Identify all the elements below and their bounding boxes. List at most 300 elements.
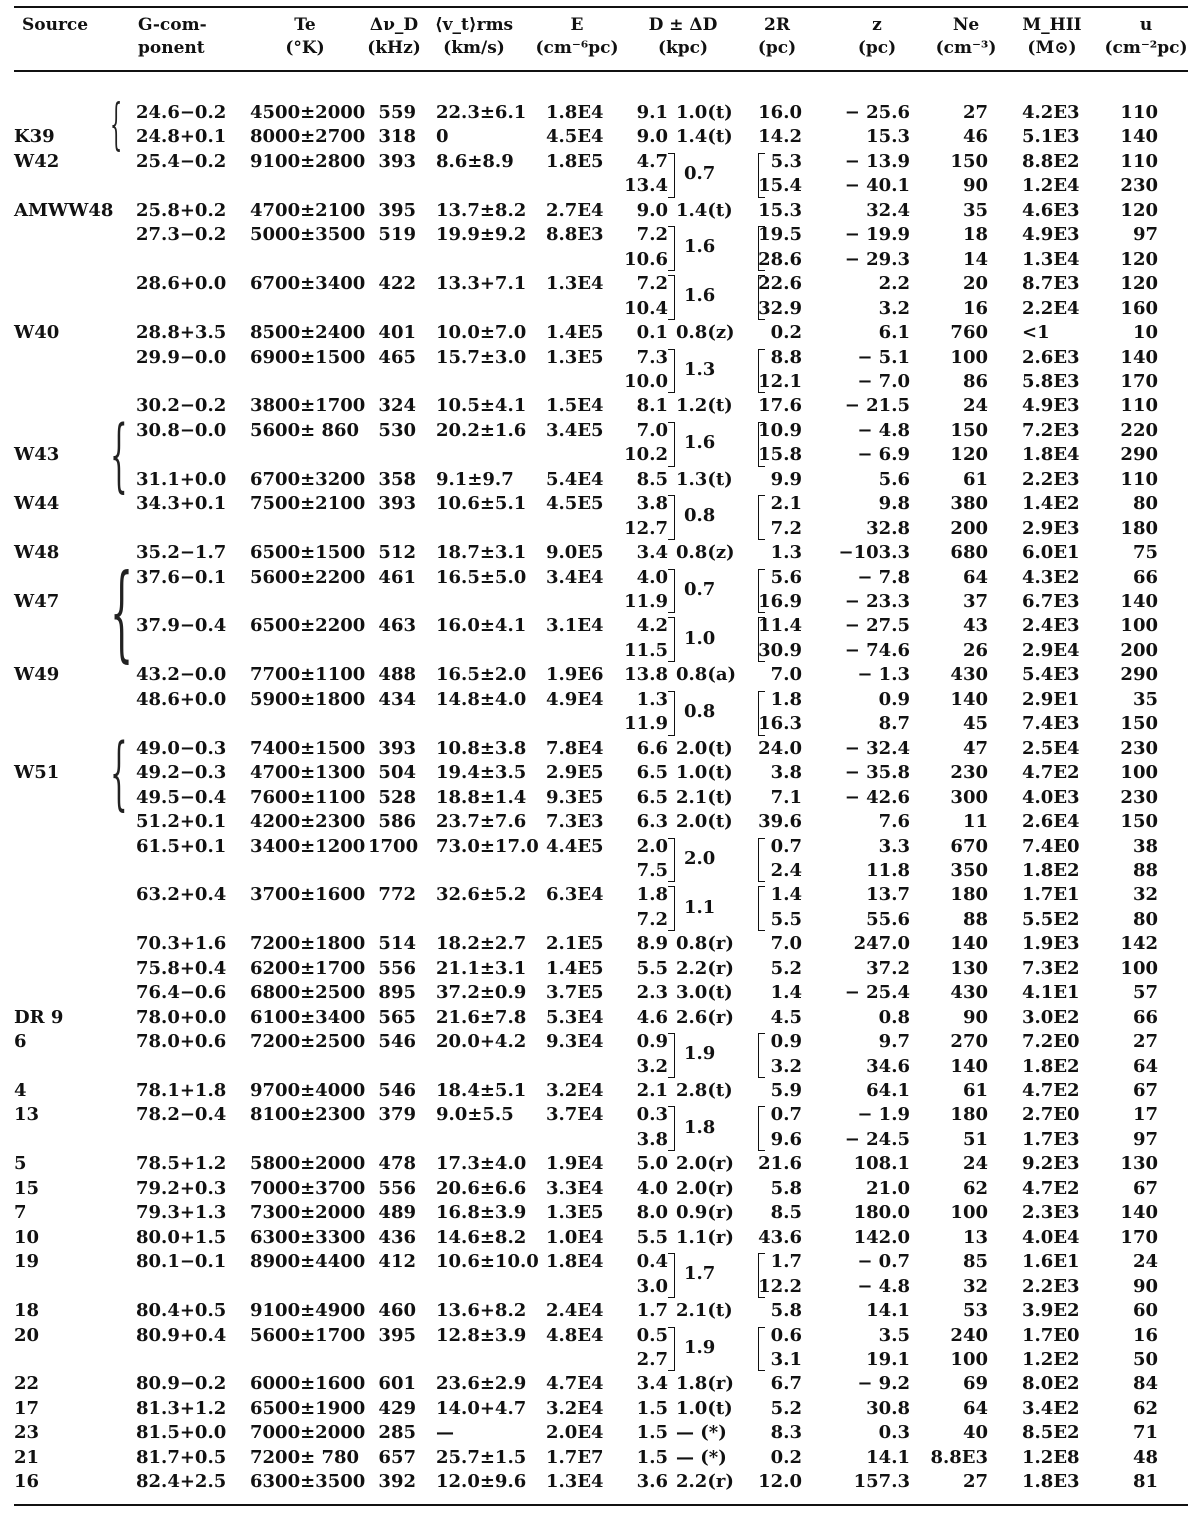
cell-2r: 10.9 — [758, 419, 802, 441]
radius-bracket — [758, 422, 765, 467]
cell-z: 7.6 — [878, 811, 910, 833]
cell-e: 3.2E4 — [546, 1080, 604, 1101]
table-row — [0, 688, 1200, 712]
cell-source — [14, 517, 104, 541]
cell-dd: 0.9(r) — [676, 1202, 734, 1224]
table-row — [0, 394, 1200, 418]
cell-vt: 18.2±2.7 — [436, 933, 527, 955]
cell-gcomponent: 25.8+0.2 — [136, 199, 227, 221]
cell-e: 1.3E4 — [546, 273, 604, 295]
cell-te — [250, 517, 370, 541]
cell-vt: — — [436, 1422, 454, 1444]
table-row — [0, 859, 1200, 883]
shared-distance-error: 0.8 — [684, 505, 716, 527]
cell-te: 7200± 780 — [250, 1446, 360, 1468]
cell-u: 110 — [1120, 395, 1158, 417]
cell-2r: 7.0 — [770, 933, 802, 955]
cell-source: W43 — [14, 444, 60, 466]
cell-dnu: 514 — [378, 933, 416, 955]
cell-ne: 230 — [950, 762, 988, 784]
cell-d: 6.3 — [636, 811, 668, 833]
cell-gcomponent: 49.2−0.3 — [136, 762, 227, 784]
cell-e: 4.5E4 — [546, 126, 604, 148]
cell-gcomponent: 61.5+0.1 — [136, 835, 227, 857]
cell-u: 200 — [1120, 639, 1158, 661]
cell-2r: 5.9 — [770, 1080, 802, 1101]
cell-te: 7200±1800 — [250, 933, 366, 955]
shared-distance-error: 2.0 — [684, 847, 716, 869]
cell-2r: 6.7 — [770, 1373, 802, 1395]
cell-dnu: 556 — [378, 1177, 416, 1199]
cell-ne: 53 — [962, 1300, 988, 1322]
cell-vt: 15.7±3.0 — [436, 346, 527, 368]
cell-gcomponent: 49.5−0.4 — [136, 786, 227, 808]
cell-gcomponent: 79.3+1.3 — [136, 1202, 227, 1224]
cell-source — [14, 639, 104, 663]
table-row — [0, 1348, 1200, 1372]
cell-z: 3.2 — [878, 297, 910, 319]
cell-dd: 1.4(t) — [676, 126, 733, 148]
cell-u: 140 — [1120, 126, 1158, 148]
cell-u: 220 — [1120, 419, 1158, 441]
cell-mhii: 1.9E3 — [1022, 933, 1080, 955]
cell-te: 7600±1100 — [250, 786, 366, 808]
cell-z: 3.3 — [878, 835, 910, 857]
cell-te: 7500±2100 — [250, 493, 366, 515]
radius-bracket — [758, 617, 765, 662]
cell-source — [14, 370, 104, 394]
header-dnu: Δν_D (kHz) — [367, 15, 421, 58]
cell-gcomponent: 70.3+1.6 — [136, 933, 227, 955]
cell-dnu: 429 — [378, 1397, 416, 1419]
cell-u: 67 — [1132, 1080, 1158, 1101]
cell-te — [250, 248, 370, 272]
cell-mhii: 2.9E4 — [1022, 639, 1080, 661]
cell-2r: 2.4 — [770, 859, 802, 881]
cell-source — [14, 614, 104, 638]
cell-2r: 0.2 — [770, 1446, 802, 1468]
cell-vt: 18.8±1.4 — [436, 786, 527, 808]
cell-mhii: 2.3E3 — [1022, 1202, 1080, 1224]
cell-dnu: 358 — [378, 468, 416, 490]
cell-u: 80 — [1132, 908, 1158, 930]
cell-2r: 16.9 — [758, 591, 802, 612]
cell-2r: 3.2 — [770, 1055, 802, 1077]
table-row — [0, 1177, 1200, 1201]
cell-d: 13.8 — [624, 664, 668, 686]
cell-ne: 8.8E3 — [930, 1446, 988, 1468]
cell-ne: 24 — [962, 1153, 988, 1175]
cell-dd: 1.0(t) — [676, 762, 733, 784]
cell-vt — [436, 712, 546, 736]
cell-d: 3.8 — [636, 1128, 668, 1150]
cell-mhii: 2.2E3 — [1022, 1275, 1080, 1297]
cell-u: 120 — [1120, 273, 1158, 295]
cell-d: 12.7 — [624, 517, 668, 539]
cell-mhii: 2.2E4 — [1022, 297, 1080, 319]
cell-gcomponent: 78.1+1.8 — [136, 1080, 227, 1101]
radius-bracket — [758, 569, 765, 614]
cell-source — [14, 1348, 104, 1372]
cell-2r: 39.6 — [758, 811, 802, 833]
cell-u: 80 — [1132, 493, 1158, 515]
cell-z: − 13.9 — [844, 150, 910, 172]
cell-z: 21.0 — [866, 1177, 910, 1199]
cell-u: 230 — [1120, 175, 1158, 197]
cell-source — [14, 957, 104, 981]
table-row — [0, 517, 1200, 541]
cell-te: 7200±2500 — [250, 1031, 366, 1053]
cell-2r: 5.8 — [770, 1300, 802, 1322]
cell-source — [14, 835, 104, 859]
cell-vt: 21.6±7.8 — [436, 1006, 527, 1028]
cell-dnu — [368, 443, 416, 467]
table-row — [0, 346, 1200, 370]
cell-dd: 2.0(r) — [676, 1177, 734, 1199]
cell-e — [546, 1348, 626, 1372]
cell-2r: 14.2 — [758, 126, 802, 148]
cell-vt: 23.7±7.6 — [436, 811, 527, 833]
distance-bracket — [668, 1033, 675, 1078]
cell-source — [14, 419, 104, 443]
cell-2r: 1.8 — [770, 688, 802, 710]
cell-2r: 12.1 — [758, 370, 802, 392]
cell-mhii: 4.0E4 — [1022, 1226, 1080, 1248]
cell-z: 32.8 — [866, 517, 910, 539]
cell-ne: 90 — [962, 175, 988, 197]
cell-e: 3.1E4 — [546, 615, 604, 637]
cell-te: 4500±2000 — [250, 102, 366, 123]
cell-2r: 1.7 — [770, 1251, 802, 1273]
cell-2r: 28.6 — [758, 248, 802, 270]
cell-z: − 4.8 — [857, 1275, 910, 1297]
cell-te: 6700±3400 — [250, 273, 366, 295]
cell-dd: 0.8(z) — [676, 322, 735, 344]
table-row — [0, 1446, 1200, 1470]
cell-gcomponent — [136, 590, 246, 614]
cell-d: 4.6 — [636, 1006, 668, 1028]
cell-2r: 17.6 — [758, 395, 802, 417]
cell-mhii: 4.9E3 — [1022, 395, 1080, 417]
cell-e: 1.5E4 — [546, 395, 604, 417]
cell-2r: 7.1 — [770, 786, 802, 808]
cell-2r: 5.2 — [770, 1397, 802, 1419]
cell-2r: 32.9 — [758, 297, 802, 319]
cell-te: 4700±1300 — [250, 762, 366, 784]
shared-distance-error: 1.9 — [684, 1336, 716, 1358]
cell-mhii: 5.5E2 — [1022, 908, 1080, 930]
cell-dnu: 512 — [378, 542, 416, 564]
cell-te: 6900±1500 — [250, 346, 366, 368]
cell-e: 7.8E4 — [546, 737, 604, 759]
cell-dnu: 586 — [378, 811, 416, 833]
cell-e: 4.9E4 — [546, 688, 604, 710]
cell-z: 8.7 — [878, 713, 910, 735]
cell-dd: 1.8(r) — [676, 1373, 734, 1395]
cell-dnu: 460 — [378, 1300, 416, 1322]
cell-ne: 240 — [950, 1324, 988, 1346]
cell-source: 19 — [14, 1251, 40, 1273]
shared-distance-error: 1.6 — [684, 285, 716, 307]
cell-u: 290 — [1120, 444, 1158, 466]
cell-2r: 15.4 — [758, 175, 802, 197]
cell-d: 5.5 — [636, 957, 668, 979]
cell-gcomponent: 81.5+0.0 — [136, 1422, 227, 1444]
cell-d: 2.0 — [636, 835, 668, 857]
header-u: u (cm⁻²pc) — [1104, 15, 1188, 58]
cell-z: 3.5 — [878, 1324, 910, 1346]
cell-mhii: 2.7E0 — [1022, 1104, 1080, 1126]
cell-z: 247.0 — [853, 933, 910, 955]
table-row — [0, 199, 1200, 223]
cell-gcomponent: 25.4−0.2 — [136, 150, 227, 172]
cell-dnu — [368, 590, 416, 614]
cell-2r: 43.6 — [758, 1226, 802, 1248]
cell-z: − 1.9 — [857, 1104, 910, 1126]
cell-d: 0.1 — [636, 322, 668, 344]
cell-2r: 15.8 — [758, 444, 802, 466]
cell-2r: 1.4 — [770, 982, 802, 1004]
cell-u: 110 — [1120, 102, 1158, 123]
cell-gcomponent: 31.1+0.0 — [136, 468, 227, 490]
cell-u: 90 — [1132, 1275, 1158, 1297]
cell-d: 4.0 — [636, 1177, 668, 1199]
cell-dd: 0.8(r) — [676, 933, 734, 955]
cell-z: 0.8 — [878, 1006, 910, 1028]
cell-vt — [436, 859, 546, 883]
table-row — [0, 150, 1200, 174]
cell-gcomponent: 34.3+0.1 — [136, 493, 227, 515]
cell-mhii: 4.7E2 — [1022, 1177, 1080, 1199]
cell-e: 6.3E4 — [546, 884, 604, 906]
table-row — [0, 492, 1200, 516]
cell-u: 160 — [1120, 297, 1158, 319]
cell-e: 1.4E5 — [546, 322, 604, 344]
cell-e — [546, 1275, 626, 1299]
cell-te: 7000±3700 — [250, 1177, 366, 1199]
cell-mhii: 7.4E0 — [1022, 835, 1080, 857]
cell-d: 4.0 — [636, 566, 668, 588]
cell-2r: 30.9 — [758, 639, 802, 661]
cell-dd: 1.4(t) — [676, 199, 733, 221]
cell-source: 16 — [14, 1471, 40, 1493]
cell-vt: 18.7±3.1 — [436, 542, 527, 564]
cell-ne: 88 — [962, 908, 988, 930]
cell-u: 230 — [1120, 786, 1158, 808]
radius-bracket — [758, 1106, 765, 1151]
cell-dd: 1.1(r) — [676, 1226, 734, 1248]
cell-dnu — [368, 1348, 416, 1372]
cell-dd: 2.2(r) — [676, 957, 734, 979]
cell-d: 0.5 — [636, 1324, 668, 1346]
cell-e — [546, 859, 626, 883]
cell-vt: 25.7±1.5 — [436, 1446, 527, 1468]
cell-ne: 350 — [950, 859, 988, 881]
cell-mhii: 2.9E1 — [1022, 688, 1080, 710]
cell-mhii: 2.4E3 — [1022, 615, 1080, 637]
cell-source: W48 — [14, 542, 60, 564]
cell-mhii: 3.9E2 — [1022, 1300, 1080, 1322]
cell-d: 10.6 — [624, 248, 668, 270]
cell-te — [250, 908, 370, 932]
radius-bracket — [758, 1253, 765, 1298]
cell-gcomponent: 48.6+0.0 — [136, 688, 227, 710]
cell-source: 4 — [14, 1080, 27, 1101]
cell-d: 10.0 — [624, 370, 668, 392]
cell-ne: 16 — [962, 297, 988, 319]
cell-te: 6500±2200 — [250, 615, 366, 637]
cell-te: 5900±1800 — [250, 688, 366, 710]
cell-vt: 0 — [436, 126, 449, 148]
cell-gcomponent: 51.2+0.1 — [136, 811, 227, 833]
cell-dnu: 379 — [378, 1104, 416, 1126]
cell-u: 120 — [1120, 248, 1158, 270]
cell-u: 60 — [1132, 1300, 1158, 1322]
header-mhii: M_HII (M⊙) — [1022, 15, 1082, 58]
header-d: D ± ΔD (kpc) — [648, 15, 718, 58]
cell-ne: 200 — [950, 517, 988, 539]
cell-e: 8.8E3 — [546, 224, 604, 246]
cell-z: − 29.3 — [844, 248, 910, 270]
cell-vt — [436, 443, 546, 467]
cell-z: − 27.5 — [844, 615, 910, 637]
cell-dnu — [368, 297, 416, 321]
cell-source — [14, 174, 104, 198]
cell-source: 15 — [14, 1177, 40, 1199]
cell-u: 100 — [1120, 957, 1158, 979]
cell-vt: 13.7±8.2 — [436, 199, 527, 221]
cell-gcomponent: 78.0+0.6 — [136, 1031, 227, 1053]
cell-gcomponent: 78.2−0.4 — [136, 1104, 227, 1126]
cell-vt: 19.9±9.2 — [436, 224, 527, 246]
cell-2r: 8.8 — [770, 346, 802, 368]
cell-e — [546, 1055, 626, 1079]
radius-bracket — [758, 226, 765, 271]
cell-te: 6500±1500 — [250, 542, 366, 564]
cell-z: 64.1 — [866, 1080, 910, 1101]
cell-dnu: 285 — [378, 1422, 416, 1444]
cell-source: 20 — [14, 1324, 40, 1346]
cell-ne: 18 — [962, 224, 988, 246]
cell-dnu: 546 — [378, 1031, 416, 1053]
cell-ne: 150 — [950, 419, 988, 441]
cell-2r: 0.7 — [770, 835, 802, 857]
cell-gcomponent: 49.0−0.3 — [136, 737, 227, 759]
distance-bracket — [668, 838, 675, 883]
cell-z: 6.1 — [878, 322, 910, 344]
table-row — [0, 737, 1200, 761]
cell-e: 2.4E4 — [546, 1300, 604, 1322]
cell-dnu: 519 — [378, 224, 416, 246]
cell-mhii: 2.5E4 — [1022, 737, 1080, 759]
table-row — [0, 1079, 1200, 1103]
cell-u: 66 — [1132, 566, 1158, 588]
cell-vt: 8.6±8.9 — [436, 150, 514, 172]
cell-vt — [436, 370, 546, 394]
cell-dnu — [368, 859, 416, 883]
cell-dd: 0.8(a) — [676, 664, 737, 686]
radius-bracket — [758, 1327, 765, 1372]
cell-dnu: 401 — [378, 322, 416, 344]
cell-2r: 1.4 — [770, 884, 802, 906]
cell-z: 15.3 — [866, 126, 910, 148]
cell-vt: 12.0±9.6 — [436, 1471, 527, 1493]
cell-d: 7.2 — [636, 224, 668, 246]
cell-ne: 13 — [962, 1226, 988, 1248]
cell-dd: 2.6(r) — [676, 1006, 734, 1028]
cell-te: 6700±3200 — [250, 468, 366, 490]
table-row — [0, 174, 1200, 198]
cell-gcomponent — [136, 1055, 246, 1079]
cell-vt: 14.0+4.7 — [436, 1397, 527, 1419]
cell-vt: 20.2±1.6 — [436, 419, 527, 441]
cell-ne: 64 — [962, 1397, 988, 1419]
cell-dnu: 772 — [378, 884, 416, 906]
cell-ne: 20 — [962, 273, 988, 295]
cell-source — [14, 1055, 104, 1079]
cell-u: 62 — [1132, 1397, 1158, 1419]
cell-d: 13.4 — [624, 175, 668, 197]
table-row — [0, 590, 1200, 614]
cell-ne: 430 — [950, 982, 988, 1004]
cell-te — [250, 443, 370, 467]
cell-u: 140 — [1120, 591, 1158, 612]
cell-2r: 15.3 — [758, 199, 802, 221]
cell-gcomponent: 63.2+0.4 — [136, 884, 227, 906]
cell-te: 9700±4000 — [250, 1080, 366, 1101]
cell-ne: 180 — [950, 1104, 988, 1126]
cell-dd: 0.8(z) — [676, 542, 735, 564]
radius-bracket — [758, 349, 765, 394]
cell-2r: 3.1 — [770, 1348, 802, 1370]
cell-mhii: 2.2E3 — [1022, 468, 1080, 490]
cell-vt: 9.1±9.7 — [436, 468, 514, 490]
table-row — [0, 639, 1200, 663]
table-row — [0, 761, 1200, 785]
cell-source — [14, 981, 104, 1005]
cell-gcomponent — [136, 908, 246, 932]
cell-z: 180.0 — [853, 1202, 910, 1224]
cell-u: 75 — [1132, 542, 1158, 564]
cell-source — [14, 248, 104, 272]
cell-d: 2.7 — [636, 1348, 668, 1370]
cell-mhii: 9.2E3 — [1022, 1153, 1080, 1175]
cell-gcomponent: 81.3+1.2 — [136, 1397, 227, 1419]
cell-z: − 9.2 — [857, 1373, 910, 1395]
cell-z: 142.0 — [853, 1226, 910, 1248]
cell-te: 5000±3500 — [250, 224, 366, 246]
shared-distance-error: 1.6 — [684, 432, 716, 454]
cell-ne: 69 — [962, 1373, 988, 1395]
table-row — [0, 1324, 1200, 1348]
cell-e: 9.3E4 — [546, 1031, 604, 1053]
shared-distance-error: 1.8 — [684, 1116, 716, 1138]
cell-u: 81 — [1132, 1471, 1158, 1493]
cell-ne: 130 — [950, 957, 988, 979]
cell-vt: 16.0±4.1 — [436, 615, 527, 637]
cell-ne: 64 — [962, 566, 988, 588]
cell-e: 4.8E4 — [546, 1324, 604, 1346]
cell-gcomponent: 80.4+0.5 — [136, 1300, 227, 1322]
cell-dnu: 465 — [378, 346, 416, 368]
cell-vt — [436, 639, 546, 663]
cell-mhii: 1.7E0 — [1022, 1324, 1080, 1346]
cell-u: 27 — [1132, 1031, 1158, 1053]
cell-2r: 16.0 — [758, 102, 802, 123]
header-2r: 2R (pc) — [757, 15, 797, 58]
cell-e: 1.8E5 — [546, 150, 604, 172]
table-row — [0, 541, 1200, 565]
